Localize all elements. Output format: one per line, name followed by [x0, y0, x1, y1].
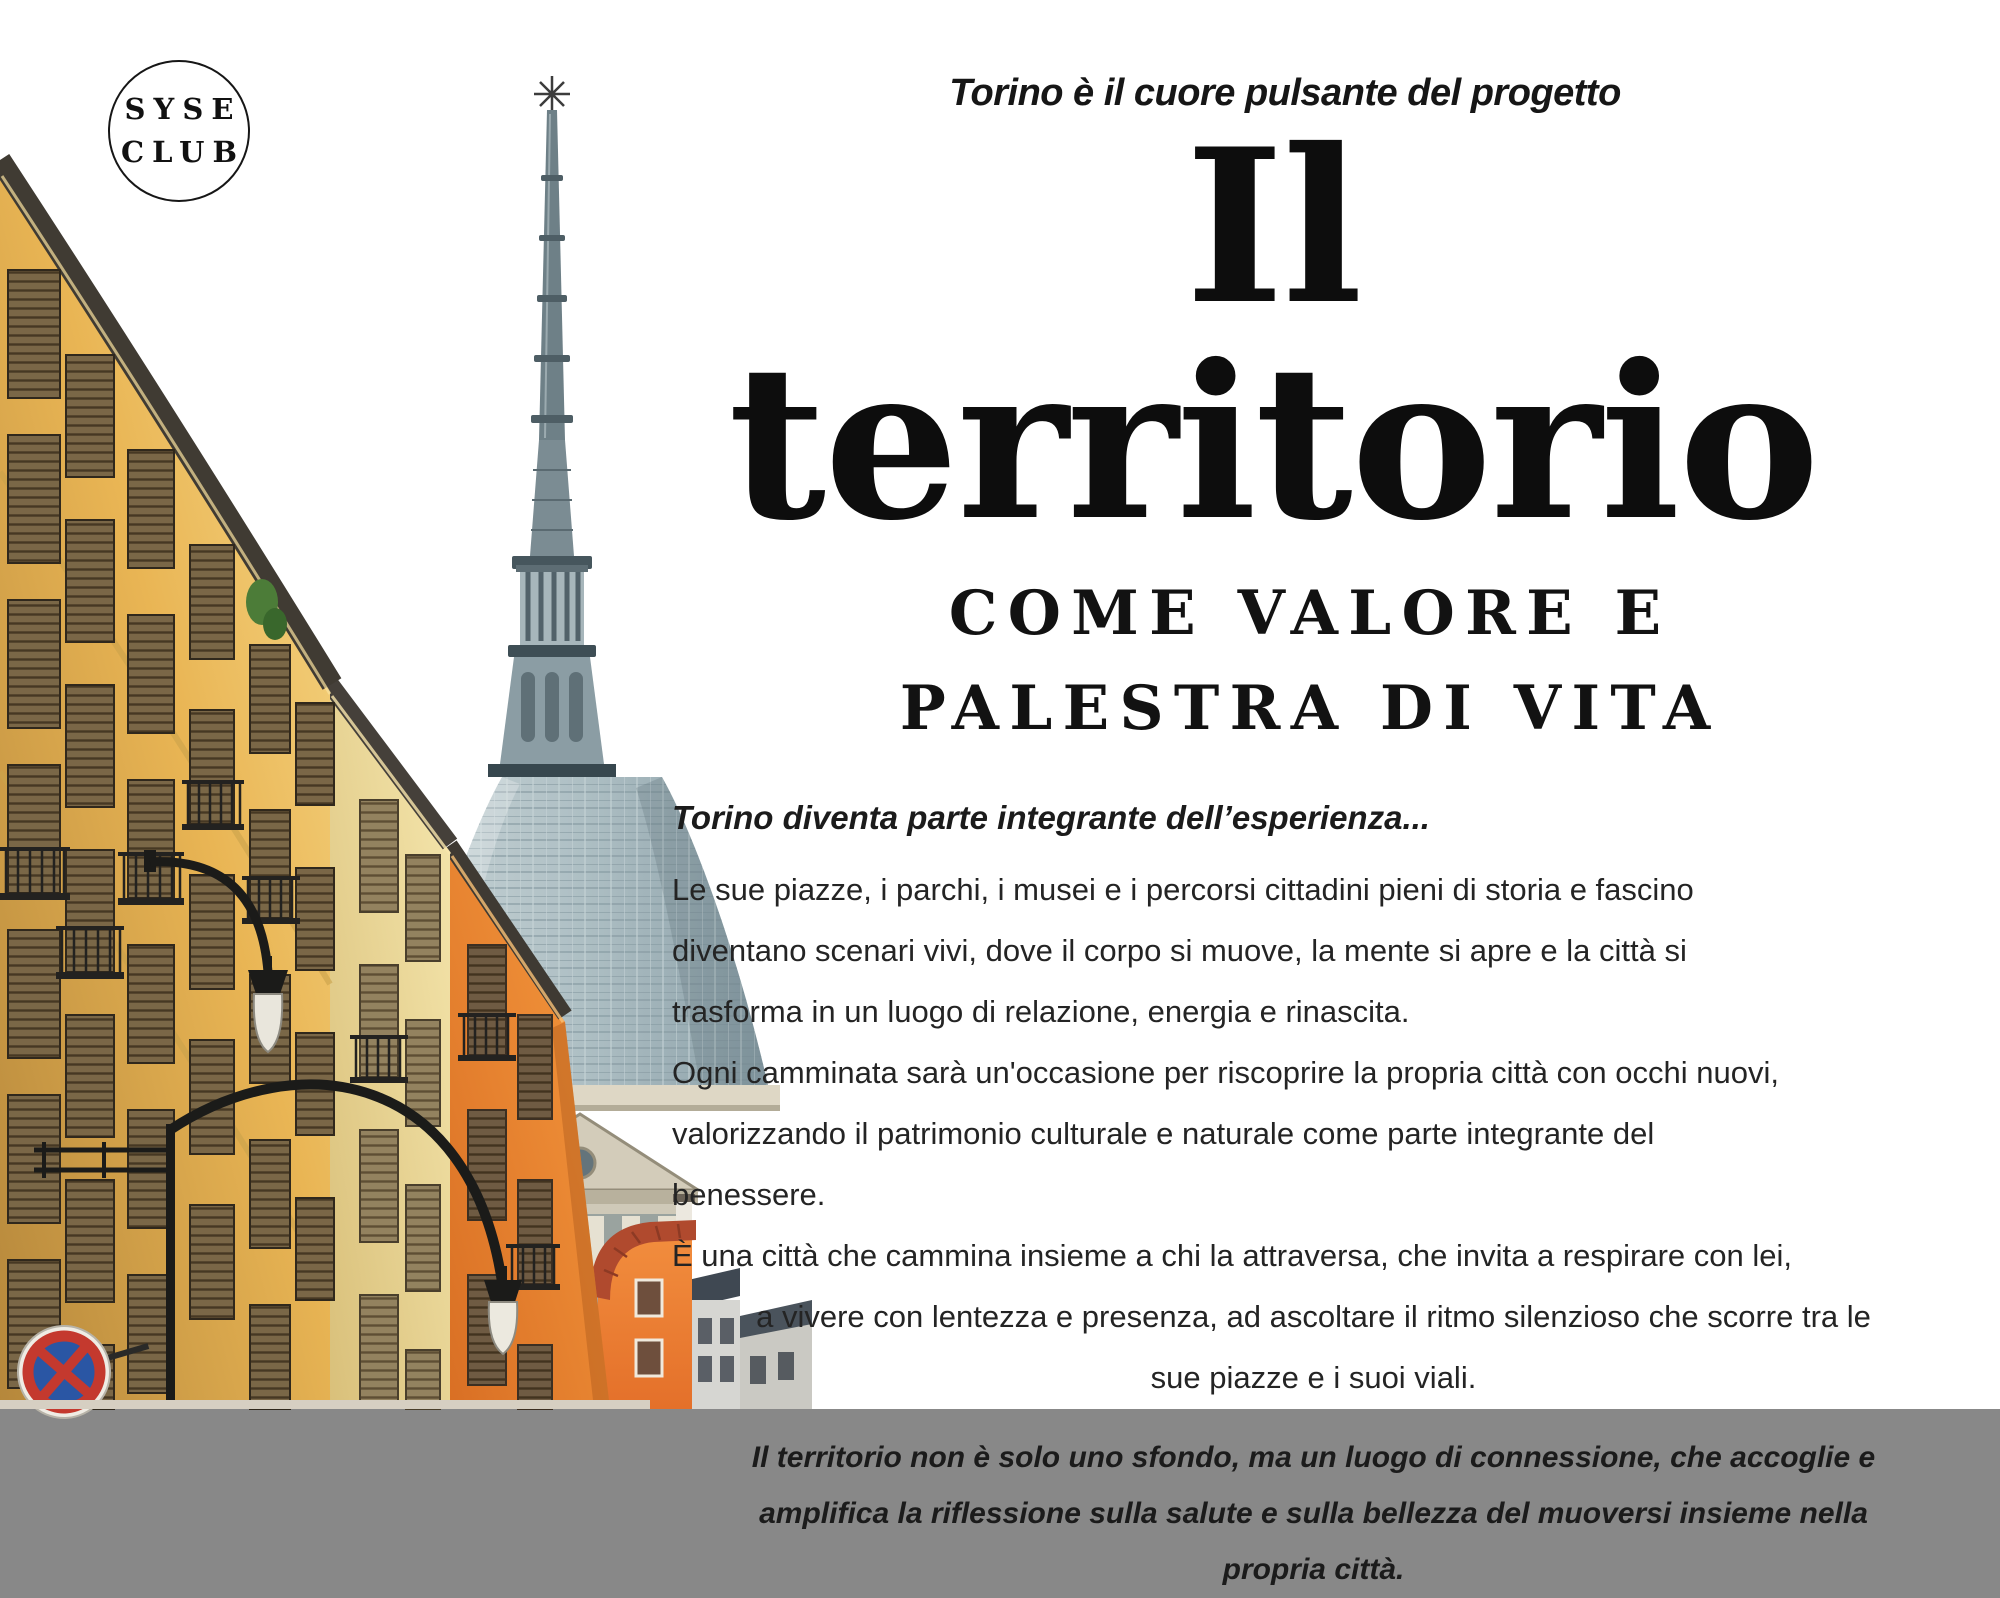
page-title: Il territorio	[728, 102, 1818, 568]
subtitle-line-2: PALESTRA DI VITA	[899, 673, 1721, 745]
subtitle-line-1: COME VALORE E	[948, 578, 1672, 650]
body-line: valorizzando il patrimonio culturale e naturale come parte integrante del	[672, 1115, 1655, 1151]
logo-line-2: CLUB	[120, 135, 246, 169]
text-column	[655, 0, 1955, 1598]
street-ledge	[0, 1400, 650, 1409]
spire	[488, 110, 616, 777]
closing-paragraph	[672, 1430, 1955, 1598]
body-line: Ogni camminata sarà un'occasione per riscoprire la propria città con occhi nuovi,	[672, 1054, 1779, 1090]
closing-line: propria città.	[1222, 1552, 1405, 1586]
body-text	[655, 793, 1955, 1598]
tagline: Torino è il cuore pulsante del progetto	[949, 72, 1621, 114]
body-line: a vivere con lentezza e presenza, ad ascoltare il ritmo silenzioso che scorre tra le	[756, 1298, 1871, 1334]
body-lead: Torino diventa parte integrante dell’esperienza...	[672, 798, 1430, 836]
subtitle	[655, 567, 1955, 756]
body-line: È una città che cammina insieme a chi la attraversa, che invita a respirare con lei,	[672, 1237, 1792, 1273]
body-line: diventano scenari vivi, dove il corpo si muove, la mente si apre e la città si	[672, 932, 1687, 968]
spire-star	[534, 76, 570, 112]
body-line: benessere.	[672, 1176, 826, 1212]
syse-club-logo	[108, 60, 250, 202]
closing-line: Il territorio non è solo uno sfondo, ma un luogo di connessione, che accoglie e	[751, 1440, 1876, 1474]
body-line: Le sue piazze, i parchi, i musei e i percorsi cittadini pieni di storia e fascino	[672, 871, 1694, 907]
body-line: sue piazze e i suoi viali.	[1150, 1359, 1477, 1395]
logo-line-1: SYSE	[124, 91, 242, 126]
closing-line: amplifica la riflessione sulla salute e sulla bellezza del muoversi insieme nella	[759, 1496, 1868, 1530]
body-line: trasforma in un luogo di relazione, energia e rinascita.	[672, 993, 1410, 1029]
